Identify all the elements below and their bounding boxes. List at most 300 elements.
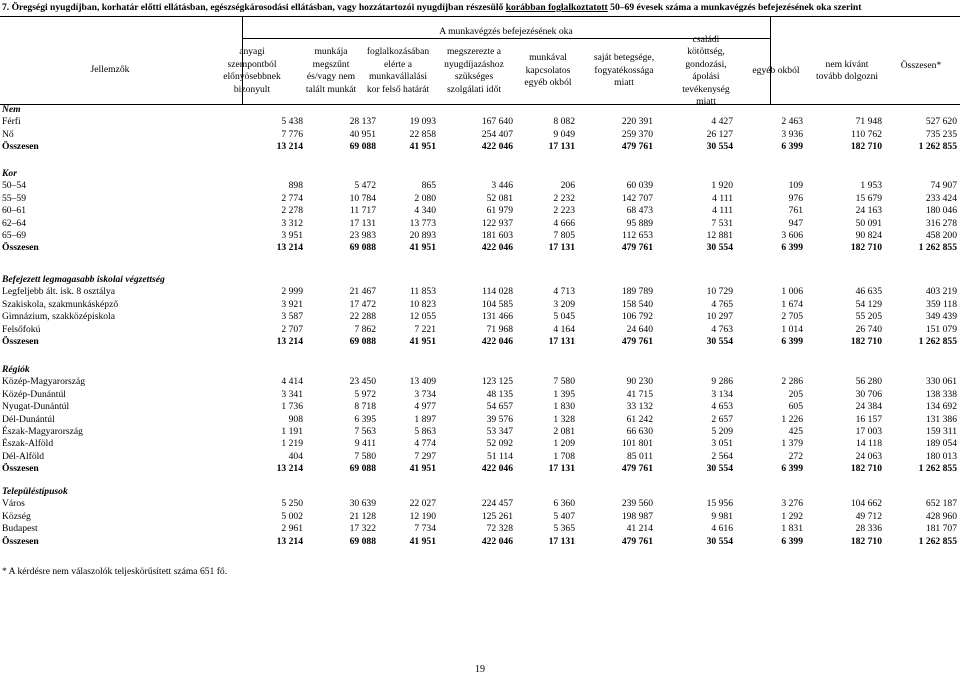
table-cell: 17 131 <box>548 463 575 475</box>
table-cell: 151 079 <box>925 323 957 335</box>
table-cell: 41 951 <box>409 336 436 347</box>
table-total-row <box>0 141 960 154</box>
table-cell: 17 322 <box>349 523 376 535</box>
table-cell: 479 761 <box>621 141 653 153</box>
table-cell: 26 740 <box>855 323 882 335</box>
table-cell: 316 278 <box>925 217 957 229</box>
section-title: Régiók <box>2 364 30 375</box>
table-cell: 167 640 <box>481 116 513 128</box>
table-cell: 39 576 <box>486 413 513 425</box>
table-cell: 16 157 <box>855 413 882 425</box>
table-row <box>0 218 960 231</box>
table-cell: 4 111 <box>712 205 733 217</box>
table-cell: 479 761 <box>621 535 653 547</box>
table-cell: 3 341 <box>281 388 303 400</box>
column-header: munkája megszűnt és/vagy nem talált munkát <box>305 46 357 95</box>
table-cell: 56 280 <box>855 376 882 388</box>
table-cell: 1 262 855 <box>918 535 957 547</box>
row-label: Budapest <box>2 523 38 535</box>
table-cell: 123 125 <box>481 376 513 388</box>
table-cell: 3 446 <box>491 180 513 192</box>
table-cell: 68 473 <box>626 205 653 217</box>
table-cell: 180 013 <box>925 450 957 462</box>
table-cell: 3 312 <box>281 217 303 229</box>
row-label: 62–64 <box>2 217 26 229</box>
table-cell: 109 <box>788 180 803 192</box>
table-cell: 112 653 <box>622 230 653 241</box>
table-cell: 104 585 <box>481 298 513 310</box>
table-row <box>0 498 960 511</box>
table-cell: 30 554 <box>706 141 733 153</box>
table-row <box>0 180 960 193</box>
table-cell: 101 801 <box>621 438 653 450</box>
table-cell: 865 <box>421 180 436 192</box>
table-cell: 1 262 855 <box>918 463 957 475</box>
table-cell: 4 666 <box>553 217 575 229</box>
table-cell: 479 761 <box>621 336 653 347</box>
table-cell: 7 580 <box>354 450 376 462</box>
table-cell: 9 049 <box>553 128 575 140</box>
table-cell: 181 603 <box>481 230 513 241</box>
table-cell: 9 981 <box>711 510 733 522</box>
table-cell: 3 936 <box>781 128 803 140</box>
table-cell: 13 214 <box>276 141 303 153</box>
table-cell: 272 <box>788 450 803 462</box>
table-cell: 254 407 <box>481 128 513 140</box>
table-cell: 1 708 <box>553 450 575 462</box>
table-cell: 125 261 <box>481 510 513 522</box>
table-cell: 7 734 <box>414 523 436 535</box>
table-cell: 5 209 <box>711 426 733 437</box>
table-row <box>0 286 960 299</box>
table-cell: 110 762 <box>851 128 882 140</box>
table-cell: 4 653 <box>711 401 733 413</box>
table-cell: 30 554 <box>706 336 733 347</box>
table-row <box>0 523 960 536</box>
table-cell: 55 205 <box>855 311 882 323</box>
table-cell: 4 616 <box>711 523 733 535</box>
table-cell: 4 774 <box>414 438 436 450</box>
table-cell: 2 657 <box>711 413 733 425</box>
table-cell: 182 710 <box>850 535 882 547</box>
table-cell: 1 395 <box>553 388 575 400</box>
table-row <box>0 299 960 312</box>
table-cell: 6 399 <box>781 535 803 547</box>
table-cell: 5 972 <box>354 388 376 400</box>
table-cell: 5 002 <box>281 510 303 522</box>
table-cell: 6 399 <box>781 141 803 153</box>
row-label: Szakiskola, szakmunkásképző <box>2 298 119 310</box>
table-cell: 1 226 <box>781 413 803 425</box>
table-cell: 1 953 <box>860 180 882 192</box>
table-cell: 69 088 <box>349 141 376 153</box>
table-cell: 479 761 <box>621 242 653 254</box>
table-cell: 49 712 <box>855 510 882 522</box>
table-cell: 1 219 <box>281 438 303 450</box>
table-cell: 8 718 <box>354 401 376 413</box>
header-top-rule <box>0 16 960 17</box>
table-cell: 422 046 <box>481 535 513 547</box>
table-cell: 69 088 <box>349 242 376 254</box>
table-cell: 46 635 <box>855 286 882 298</box>
table-cell: 60 039 <box>626 180 653 192</box>
table-cell: 1 262 855 <box>918 242 957 254</box>
table-cell: 41 951 <box>409 463 436 475</box>
table-cell: 17 131 <box>548 336 575 347</box>
table-cell: 330 061 <box>925 376 957 388</box>
table-cell: 17 131 <box>548 535 575 547</box>
table-cell: 3 921 <box>281 298 303 310</box>
table-cell: 28 336 <box>855 523 882 535</box>
table-cell: 1 292 <box>781 510 803 522</box>
table-cell: 30 554 <box>706 463 733 475</box>
table-cell: 52 081 <box>486 192 513 204</box>
table-cell: 7 862 <box>354 323 376 335</box>
table-cell: 1 328 <box>553 413 575 425</box>
table-cell: 13 214 <box>276 336 303 347</box>
row-label: Legfeljebb ált. isk. 8 osztálya <box>2 286 115 298</box>
row-label: Összesen <box>2 463 39 475</box>
row-label: Dél-Dunántúl <box>2 413 55 425</box>
table-cell: 5 407 <box>553 510 575 522</box>
table-cell: 428 960 <box>925 510 957 522</box>
table-cell: 205 <box>788 388 803 400</box>
table-cell: 4 111 <box>712 192 733 204</box>
table-cell: 1 830 <box>553 401 575 413</box>
table-cell: 24 640 <box>626 323 653 335</box>
table-cell: 17 131 <box>548 141 575 153</box>
table-cell: 404 <box>288 450 303 462</box>
table-cell: 7 221 <box>414 323 436 335</box>
row-label: 55–59 <box>2 192 26 204</box>
column-header: megszerezte a nyugdíjazáshoz szükséges szolgálati időt <box>444 46 504 95</box>
table-cell: 422 046 <box>481 463 513 475</box>
table-row <box>0 324 960 337</box>
column-header: egyéb okból <box>752 64 800 76</box>
table-cell: 224 457 <box>481 498 513 510</box>
table-cell: 69 088 <box>349 535 376 547</box>
table-cell: 182 710 <box>850 336 882 347</box>
table-cell: 3 209 <box>553 298 575 310</box>
table-cell: 1 209 <box>553 438 575 450</box>
table-cell: 3 276 <box>781 498 803 510</box>
table-cell: 22 027 <box>409 498 436 510</box>
table-cell: 233 424 <box>925 192 957 204</box>
table-cell: 425 <box>788 426 803 437</box>
table-cell: 13 773 <box>409 217 436 229</box>
table-cell: 239 560 <box>621 498 653 510</box>
table-cell: 71 968 <box>486 323 513 335</box>
table-row <box>0 129 960 142</box>
header-group-label: A munkavégzés befejezésének oka <box>439 26 573 37</box>
row-label: Észak-Magyarország <box>2 426 83 437</box>
table-cell: 3 734 <box>414 388 436 400</box>
table-total-row <box>0 336 960 349</box>
table-cell: 7 563 <box>354 426 376 437</box>
table-cell: 17 003 <box>855 426 882 437</box>
table-cell: 41 715 <box>626 388 653 400</box>
table-row <box>0 438 960 451</box>
table-cell: 349 439 <box>925 311 957 323</box>
table-cell: 24 163 <box>855 205 882 217</box>
table-cell: 180 046 <box>925 205 957 217</box>
table-cell: 422 046 <box>481 336 513 347</box>
table-cell: 10 823 <box>409 298 436 310</box>
table-cell: 24 384 <box>855 401 882 413</box>
table-cell: 4 977 <box>414 401 436 413</box>
table-cell: 1 831 <box>781 523 803 535</box>
table-cell: 41 951 <box>409 535 436 547</box>
table-cell: 3 051 <box>711 438 733 450</box>
row-label: Férfi <box>2 116 21 128</box>
table-cell: 41 214 <box>626 523 653 535</box>
table-cell: 2 705 <box>781 311 803 323</box>
table-cell: 4 414 <box>281 376 303 388</box>
table-cell: 21 128 <box>349 510 376 522</box>
table-cell: 2 961 <box>281 523 303 535</box>
table-cell: 7 580 <box>553 376 575 388</box>
header-jellemzok: Jellemzők <box>90 63 130 75</box>
table-cell: 15 956 <box>706 498 733 510</box>
table-cell: 2 463 <box>781 116 803 128</box>
table-cell: 2 080 <box>414 192 436 204</box>
table-cell: 134 692 <box>925 401 957 413</box>
table-cell: 1 262 855 <box>918 141 957 153</box>
table-cell: 28 137 <box>349 116 376 128</box>
table-cell: 1 191 <box>281 426 303 437</box>
table-cell: 90 230 <box>626 376 653 388</box>
table-cell: 23 450 <box>349 376 376 388</box>
table-cell: 182 710 <box>850 463 882 475</box>
table-cell: 5 250 <box>281 498 303 510</box>
table-row <box>0 389 960 402</box>
table-cell: 7 776 <box>281 128 303 140</box>
table-cell: 66 630 <box>626 426 653 437</box>
table-cell: 182 710 <box>850 141 882 153</box>
column-header: foglalkozásában elérte a munkavállalási kor felső határát <box>366 46 430 95</box>
table-cell: 33 132 <box>626 401 653 413</box>
table-cell: 61 242 <box>626 413 653 425</box>
column-header: anyagi szempontból előnyösebbnek bizonyult <box>223 46 281 95</box>
table-row <box>0 116 960 129</box>
table-cell: 1 014 <box>781 323 803 335</box>
row-label: Összesen <box>2 141 39 153</box>
table-cell: 735 235 <box>925 128 957 140</box>
table-cell: 2 774 <box>281 192 303 204</box>
table-cell: 30 554 <box>706 535 733 547</box>
table-cell: 2 564 <box>711 450 733 462</box>
table-cell: 85 011 <box>626 450 653 462</box>
table-cell: 21 467 <box>349 286 376 298</box>
table-cell: 19 093 <box>409 116 436 128</box>
table-cell: 527 620 <box>925 116 957 128</box>
table-cell: 13 409 <box>409 376 436 388</box>
table-row <box>0 230 960 243</box>
table-cell: 131 386 <box>925 413 957 425</box>
table-cell: 1 262 855 <box>918 336 957 347</box>
table-cell: 2 223 <box>553 205 575 217</box>
table-cell: 220 391 <box>621 116 653 128</box>
row-label: Nő <box>2 128 14 140</box>
table-cell: 652 187 <box>925 498 957 510</box>
table-cell: 458 200 <box>925 230 957 241</box>
table-cell: 9 286 <box>711 376 733 388</box>
row-label: Nyugat-Dunántúl <box>2 401 70 413</box>
table-cell: 54 657 <box>486 401 513 413</box>
table-cell: 17 472 <box>349 298 376 310</box>
table-cell: 69 088 <box>349 463 376 475</box>
table-cell: 3 606 <box>781 230 803 241</box>
table-cell: 908 <box>288 413 303 425</box>
table-cell: 12 881 <box>706 230 733 241</box>
row-label: Dél-Alföld <box>2 450 45 462</box>
row-label: Összesen <box>2 535 39 547</box>
table-cell: 13 214 <box>276 463 303 475</box>
table-cell: 4 765 <box>711 298 733 310</box>
table-cell: 6 399 <box>781 336 803 347</box>
column-header: munkával kapcsolatos egyéb okból <box>524 52 572 89</box>
table-cell: 50 091 <box>855 217 882 229</box>
table-cell: 11 717 <box>349 205 376 217</box>
table-cell: 138 338 <box>925 388 957 400</box>
table-cell: 976 <box>788 192 803 204</box>
table-cell: 40 951 <box>349 128 376 140</box>
table-cell: 2 081 <box>553 426 575 437</box>
table-cell: 1 897 <box>414 413 436 425</box>
table-cell: 1 920 <box>711 180 733 192</box>
table-cell: 7 805 <box>553 230 575 241</box>
table-cell: 142 707 <box>621 192 653 204</box>
table-row <box>0 426 960 439</box>
section-title: Kor <box>2 168 17 179</box>
table-row <box>0 451 960 464</box>
table-cell: 10 729 <box>706 286 733 298</box>
table-row <box>0 193 960 206</box>
header-bottom-rule <box>0 104 960 105</box>
footnote: * A kérdésre nem válaszolók teljeskörűsített száma 651 fő. <box>2 566 228 577</box>
table-cell: 13 214 <box>276 242 303 254</box>
table-cell: 48 135 <box>486 388 513 400</box>
table-cell: 12 190 <box>409 510 436 522</box>
row-label: Város <box>2 498 25 510</box>
table-row <box>0 414 960 427</box>
table-cell: 605 <box>788 401 803 413</box>
table-cell: 5 472 <box>354 180 376 192</box>
table-cell: 22 858 <box>409 128 436 140</box>
section-title: Nem <box>2 104 21 115</box>
table-cell: 198 987 <box>621 510 653 522</box>
table-cell: 24 063 <box>855 450 882 462</box>
table-cell: 6 395 <box>354 413 376 425</box>
table-cell: 14 118 <box>855 438 882 450</box>
table-cell: 3 134 <box>711 388 733 400</box>
table-cell: 181 707 <box>925 523 957 535</box>
table-cell: 359 118 <box>926 298 957 310</box>
table-cell: 95 889 <box>626 217 653 229</box>
table-cell: 53 347 <box>486 426 513 437</box>
table-cell: 8 082 <box>553 116 575 128</box>
table-cell: 10 297 <box>706 311 733 323</box>
row-label: Összesen <box>2 336 39 347</box>
table-row <box>0 376 960 389</box>
row-label: Gimnázium, szakközépiskola <box>2 311 115 323</box>
table-cell: 6 399 <box>781 242 803 254</box>
table-cell: 20 893 <box>409 230 436 241</box>
table-cell: 30 554 <box>706 242 733 254</box>
row-label: Észak-Alföld <box>2 438 54 450</box>
table-cell: 71 948 <box>855 116 882 128</box>
page-number: 19 <box>475 664 485 675</box>
table-cell: 26 127 <box>706 128 733 140</box>
table-cell: 30 706 <box>855 388 882 400</box>
section-title: Befejezett legmagasabb iskolai végzettség <box>2 274 165 285</box>
table-cell: 54 129 <box>855 298 882 310</box>
table-cell: 23 983 <box>349 230 376 241</box>
table-row <box>0 311 960 324</box>
column-header: nem kívánt tovább dolgozni <box>815 58 879 82</box>
row-label: Község <box>2 510 31 522</box>
table-cell: 5 045 <box>553 311 575 323</box>
row-label: Összesen <box>2 242 39 254</box>
column-header: családi kötöttség, gondozási, ápolási tevékenység miatt <box>682 33 730 107</box>
table-cell: 5 438 <box>281 116 303 128</box>
table-cell: 104 662 <box>850 498 882 510</box>
table-cell: 2 286 <box>781 376 803 388</box>
table-cell: 1 736 <box>281 401 303 413</box>
table-cell: 947 <box>788 217 803 229</box>
table-cell: 189 054 <box>925 438 957 450</box>
table-cell: 61 979 <box>486 205 513 217</box>
table-cell: 12 055 <box>409 311 436 323</box>
table-cell: 7 531 <box>711 217 733 229</box>
table-cell: 4 427 <box>711 116 733 128</box>
table-cell: 158 540 <box>621 298 653 310</box>
table-cell: 52 092 <box>486 438 513 450</box>
table-cell: 3 587 <box>281 311 303 323</box>
table-cell: 106 792 <box>621 311 653 323</box>
table-cell: 17 131 <box>349 217 376 229</box>
table-cell: 4 340 <box>414 205 436 217</box>
table-total-row <box>0 242 960 255</box>
table-cell: 2 232 <box>553 192 575 204</box>
table-cell: 2 278 <box>281 205 303 217</box>
table-cell: 5 863 <box>414 426 436 437</box>
table-cell: 1 674 <box>781 298 803 310</box>
table-cell: 13 214 <box>276 535 303 547</box>
row-label: 50–54 <box>2 180 26 192</box>
table-cell: 182 710 <box>850 242 882 254</box>
table-row <box>0 205 960 218</box>
table-cell: 11 853 <box>409 286 436 298</box>
table-cell: 41 951 <box>409 242 436 254</box>
table-cell: 72 328 <box>486 523 513 535</box>
table-cell: 131 466 <box>481 311 513 323</box>
table-cell: 114 028 <box>482 286 513 298</box>
row-label: Közép-Magyarország <box>2 376 86 388</box>
table-total-row <box>0 536 960 549</box>
table-cell: 4 713 <box>553 286 575 298</box>
table-cell: 189 789 <box>621 286 653 298</box>
table-cell: 22 288 <box>349 311 376 323</box>
column-header: Összesen* <box>900 60 942 71</box>
row-label: 60–61 <box>2 205 26 217</box>
table-cell: 4 763 <box>711 323 733 335</box>
table-title: 7. Öregségi nyugdíjban, korhatár előtti ellátásban, egészségkárosodási ellátásban, vagy hozzátartozói nyugdíjban részesülő korábban foglalkoztatott 50–69 évesek száma a munkavégzés befejezésének oka szerint <box>2 2 862 13</box>
table-total-row <box>0 463 960 476</box>
table-cell: 422 046 <box>481 242 513 254</box>
table-cell: 259 370 <box>621 128 653 140</box>
table-cell: 6 360 <box>553 498 575 510</box>
